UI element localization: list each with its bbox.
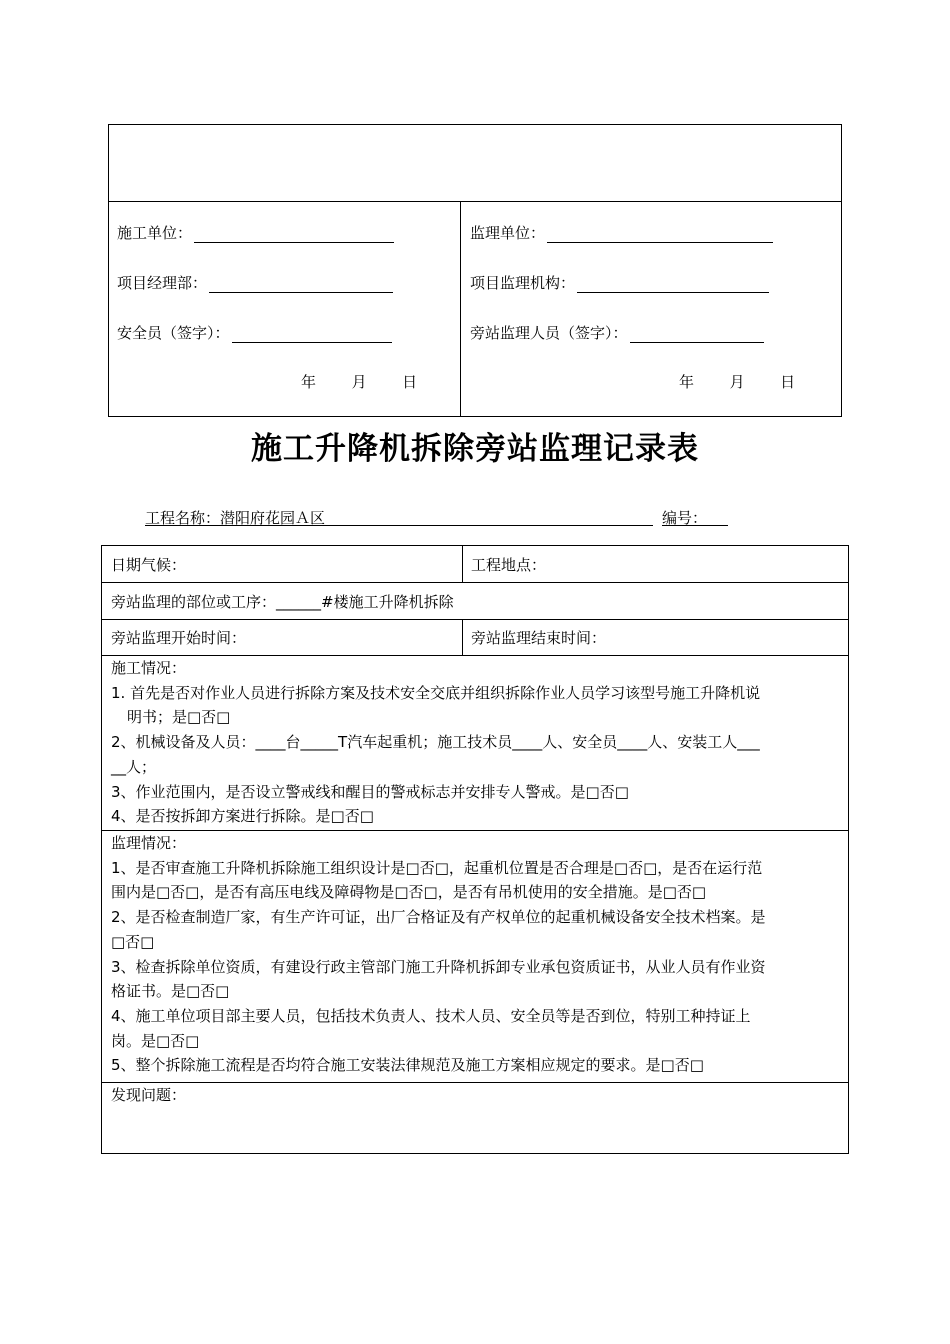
supervision-item: 岗。是□否□ — [111, 1031, 200, 1050]
table-row-date-location — [102, 546, 848, 583]
end-time-label: 旁站监理结束时间： — [471, 629, 607, 647]
project-supervision-org-field[interactable] — [470, 272, 769, 293]
supervision-item: □否□ — [111, 932, 155, 951]
supervision-item: 2、是否检查制造厂家，有生产许可证，出厂合格证及有产权单位的起重机械设备安全技术档案。是 — [111, 908, 766, 927]
left-date-year: 年 — [301, 373, 317, 391]
record-table — [101, 545, 849, 1154]
issues-label: 发现问题： — [111, 1086, 187, 1104]
signature-box-divider-v — [460, 201, 461, 416]
project-name-label: 工程名称： — [145, 509, 221, 527]
side-supervisor-blank[interactable] — [630, 326, 764, 343]
part-process-cell[interactable] — [102, 583, 848, 619]
safety-officer-blank[interactable] — [232, 326, 392, 343]
construction-item: 2、机械设备及人员：____台_____T汽车起重机；施工技术员____人、安全员____人、安装工人___ — [111, 733, 760, 752]
start-time-cell[interactable] — [102, 620, 462, 655]
supervision-unit-blank[interactable] — [547, 226, 773, 243]
supervision-item: 4、施工单位项目部主要人员，包括技术负责人、技术人员、安全员等是否到位，特别工种持证上 — [111, 1006, 751, 1025]
table-row-times — [102, 620, 848, 656]
signature-box — [108, 124, 842, 417]
safety-officer-signature-field[interactable] — [117, 322, 392, 343]
supervision-item: 1、是否审查施工升降机拆除施工组织设计是□否□，起重机位置是否合理是□否□，是否在运行范 — [111, 858, 763, 877]
project-name-value: 潜阳府花园Ａ区 — [220, 509, 326, 527]
construction-unit-field[interactable] — [117, 222, 394, 243]
signature-box-divider-h — [109, 201, 841, 202]
end-time-cell[interactable] — [462, 620, 848, 655]
construction-unit-blank[interactable] — [194, 226, 394, 243]
construction-item: 明书；是□否□ — [127, 708, 231, 727]
project-supervision-org-blank[interactable] — [577, 276, 769, 293]
date-weather-label: 日期气候： — [111, 555, 187, 574]
supervision-unit-label: 监理单位： — [470, 224, 546, 242]
table-row-construction — [102, 656, 848, 831]
project-supervision-org-label: 项目监理机构： — [470, 274, 576, 292]
part-process-text: 旁站监理的部位或工序：______#楼施工升降机拆除 — [111, 592, 454, 611]
date-weather-cell[interactable] — [102, 546, 462, 582]
site-location-label: 工程地点： — [471, 555, 547, 574]
table-row-part-process — [102, 583, 848, 620]
project-name-underline — [145, 525, 653, 526]
right-date-day: 日 — [780, 373, 796, 391]
issues-section[interactable] — [111, 1083, 842, 1108]
project-manager-dept-field[interactable] — [117, 272, 393, 293]
number-underline — [662, 525, 728, 526]
table-row-supervision — [102, 831, 848, 1083]
site-location-cell[interactable] — [462, 546, 848, 582]
left-date — [301, 371, 417, 392]
page-title: 施工升降机拆除旁站监理记录表 — [251, 431, 699, 467]
construction-heading: 施工情况： — [111, 659, 187, 677]
supervision-unit-field[interactable] — [470, 222, 773, 243]
table-row-issues — [102, 1083, 848, 1153]
right-date — [679, 371, 795, 392]
supervision-item: 5、整个拆除施工流程是否均符合施工安装法律规范及施工方案相应规定的要求。是□否□ — [111, 1056, 704, 1075]
construction-item: __人； — [111, 757, 157, 776]
side-supervisor-label: 旁站监理人员（签字）： — [470, 324, 628, 342]
supervision-item: 格证书。是□否□ — [111, 982, 230, 1001]
supervision-heading: 监理情况： — [111, 834, 187, 852]
construction-item: 4、是否按拆卸方案进行拆除。是□否□ — [111, 807, 374, 826]
construction-item: 1. 首先是否对作业人员进行拆除方案及技术安全交底并组织拆除作业人员学习该型号施工升降机说 — [111, 683, 761, 702]
supervision-section — [111, 831, 842, 1078]
supervision-item: 围内是□否□，是否有高压电线及障碍物是□否□，是否有吊机使用的安全措施。是□否□ — [111, 883, 707, 902]
project-manager-dept-blank[interactable] — [209, 276, 393, 293]
construction-item: 3、作业范围内，是否设立警戒线和醒目的警戒标志并安排专人警戒。是□否□ — [111, 782, 629, 801]
construction-unit-label: 施工单位： — [117, 224, 193, 242]
project-manager-dept-label: 项目经理部： — [117, 274, 208, 292]
right-date-year: 年 — [679, 373, 695, 391]
start-time-label: 旁站监理开始时间： — [111, 629, 247, 647]
number-label: 编号： — [662, 509, 708, 527]
side-supervisor-signature-field[interactable] — [470, 322, 764, 343]
supervision-item: 3、检查拆除单位资质，有建设行政主管部门施工升降机拆卸专业承包资质证书，从业人员有作业资 — [111, 957, 766, 976]
left-date-day: 日 — [402, 373, 418, 391]
safety-officer-label: 安全员（签字）： — [117, 324, 230, 342]
right-date-month: 月 — [729, 373, 745, 391]
construction-section — [111, 656, 842, 829]
left-date-month: 月 — [351, 373, 367, 391]
